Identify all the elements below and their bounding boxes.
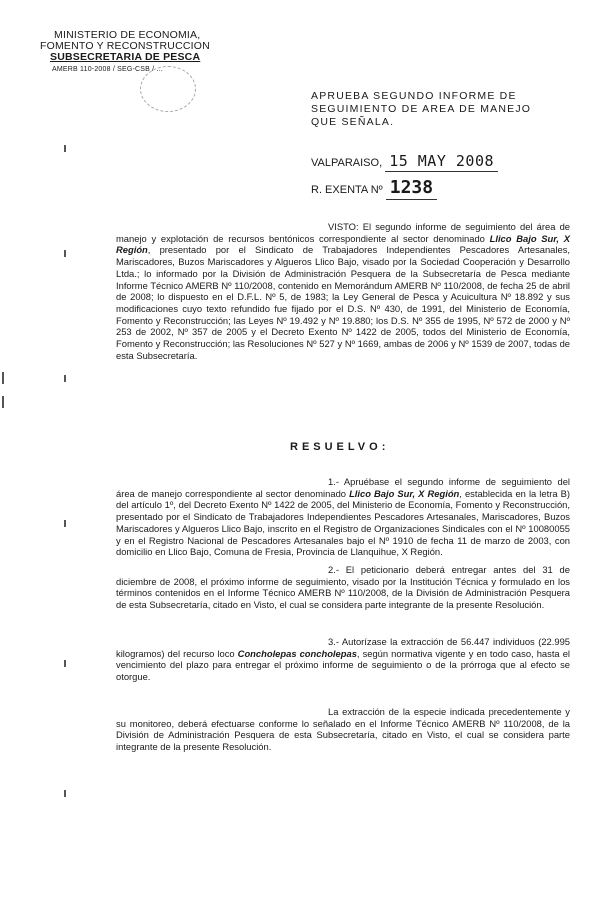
margin-mark: [64, 145, 66, 152]
margin-mark: [64, 520, 66, 527]
ministry-line-1: MINISTERIO DE ECONOMIA,: [54, 29, 201, 41]
sector-name: Llico Bajo Sur, X Región: [116, 232, 570, 256]
species-name: Concholepas concholepas: [237, 647, 357, 659]
exenta-line: [311, 177, 437, 198]
resolution-item-2: 2.- El peticionario deberá entregar antes del 31 de diciembre de 2008, el próximo informe de seguimiento, visado por la Institución Técnica y formulado en los términos contenidos en el Informe Técnico AMERB Nº 110/2008, de la División de Administración Pesquera de esta Subsecretaría, citado en Visto, el cual se considera parte integrante de la presente Resolución.: [116, 564, 570, 611]
exenta-number: 1238: [386, 177, 437, 200]
visto-paragraph: VISTO: El segundo informe de seguimiento del área de manejo y explotación de recursos bentónicos correspondiente al sector denominado Llico Bajo Sur, X Región, presentado por el Sindicato de Trabajadores Independientes Pescadores Artesanales, Mariscadores, Buzos Mariscadores y Algueros Llico Bajo, visado por la Sociedad Cooperación y Desarrollo Ltda.; lo informado por la División de Administración Pesquera de la Subsecretaría de Pesca mediante Informe Técnico AMERB Nº 110/2008, contenido en Memorándum AMERB Nº 110/2008, de fecha 25 de abril de 2008; lo dispuesto en el D.F.L. Nº 5, de 1983; la Ley General de Pesca y Acuicultura Nº 18.892 y sus modificaciones cuyo texto refundido fue fijado por el D.S. Nº 430, de 1991, del Ministerio de Economía, Fomento y Reconstrucción; las Leyes Nº 19.492 y Nº 19.880; los D.S. Nº 355 de 1995, Nº 572 de 2000 y Nº 253 de 2002, Nº 357 de 2005 y el Decreto Exento Nº 1422 de 2005, todos del Ministerio de Economía, Fomento y Reconstrucción; las Resoluciones Nº 527 y Nº 1669, ambas de 2006 y Nº 1539 de 2007, todas de esta Subsecretaría.: [116, 221, 570, 361]
margin-mark: [64, 250, 66, 257]
ministry-line-2: FOMENTO Y RECONSTRUCCION: [40, 40, 210, 52]
subsecretaria-line: SUBSECRETARIA DE PESCA: [50, 51, 201, 63]
margin-mark: [2, 372, 4, 384]
sector-name: Llico Bajo Sur, X Región: [349, 487, 460, 499]
resolution-item-1: 1.- Apruébase el segundo informe de seguimiento del área de manejo correspondiente al sector denominado Llico Bajo Sur, X Región, establecida en la letra B) del artículo 1º, del Decreto Exento Nº 1422 de 2005, del Ministerio de Economía, Fomento y Reconstrucción, presentado por el Sindicato de Trabajadores Independientes Pescadores Artesanales, Mariscadores, Buzos Mariscadores y Algueros Llico Bajo, inscrito en el Registro de Organizaciones Sindicales con el Nº 10080055 y en el Registro Nacional de Pescadores Artesanales bajo el Nº 1910 de fecha 11 de marzo de 2003, con domicilio en Llico Bajo, Comuna de Fresia, Provincia de Llanquihue, X Región.: [116, 476, 570, 558]
margin-mark: [64, 660, 66, 667]
office-stamp-icon: [140, 66, 196, 112]
resuelvo-heading: RESUELVO:: [290, 441, 390, 453]
resolution-subject: APRUEBA SEGUNDO INFORME DE SEGUIMIENTO DE AREA DE MANEJO QUE SEÑALA.: [311, 90, 532, 128]
date-line: [311, 152, 498, 170]
resolution-item-4: La extracción de la especie indicada precedentemente y su monitoreo, deberá efectuarse conforme lo señalado en el Informe Técnico AMERB Nº 110/2008, de la División de Administración Pesquera de esta Subsecretaría, citado en Visto, el cual se considera parte integrante de la presente Resolución.: [116, 706, 570, 753]
reference-code: AMERB 110-2008 / SEG-CSB / ...: [52, 66, 163, 73]
resolution-item-3: 3.- Autorízase la extracción de 56.447 individuos (22.995 kilogramos) del recurso loco Concholepas concholepas, según normativa vigente y en todo caso, hasta el vencimiento del plazo para entregar el próximo informe de seguimiento o de la prórroga que al efecto se otorgue.: [116, 636, 570, 683]
margin-mark: [64, 375, 66, 382]
margin-mark: [64, 790, 66, 797]
place-label: VALPARAISO,: [311, 157, 383, 169]
exenta-label: R. EXENTA Nº: [311, 184, 383, 196]
margin-mark: [2, 396, 4, 408]
date-value: 15 MAY 2008: [385, 152, 498, 172]
